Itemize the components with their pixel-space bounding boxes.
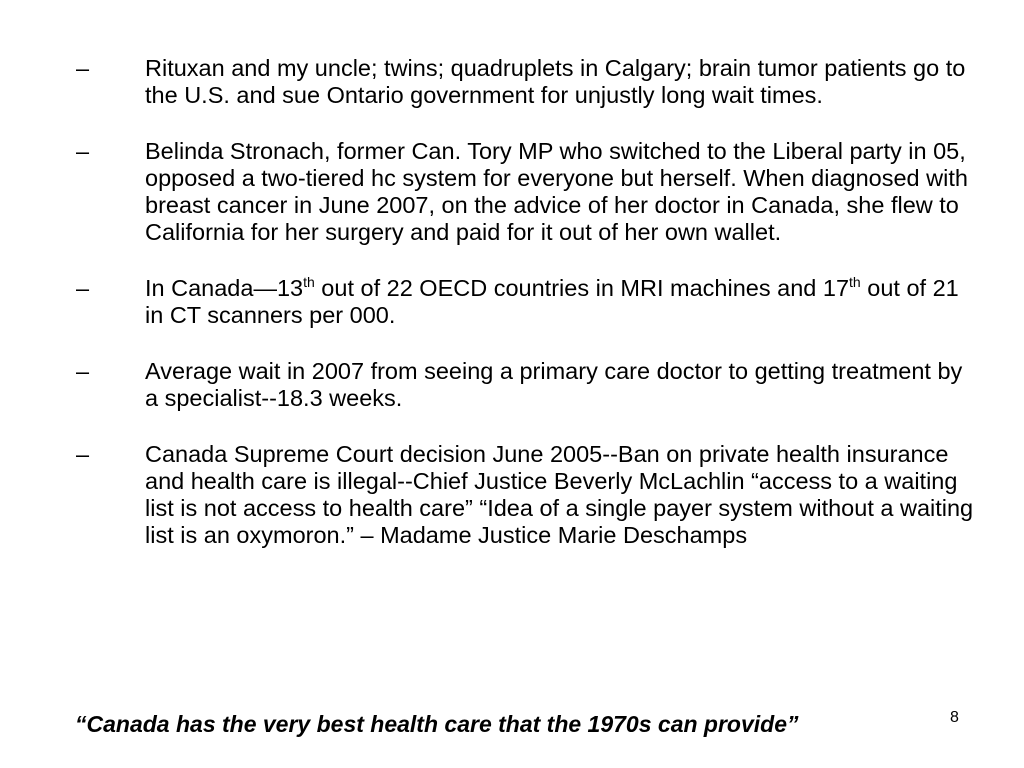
bullet-text: Belinda Stronach, former Can. Tory MP who switched to the Liberal party in 05, opposed a two-tiered hc system for everyone but herself. When diagnosed with breast cancer in June 2007, on the advice of her doctor in Canada, she flew to California for her surgery and paid for it out of her own wallet. [145, 138, 968, 245]
bullet-dash: – [76, 138, 90, 164]
page-number: 8 [950, 709, 959, 726]
ordinal-suffix: th [303, 274, 315, 291]
bullet-item [0, 441, 975, 549]
bullet-dash: – [76, 275, 90, 301]
bullet-dash: – [76, 358, 90, 384]
ordinal-suffix: th [849, 274, 861, 291]
bullet-item [0, 358, 975, 412]
bullet-list [0, 55, 1024, 578]
bullet-item [0, 138, 975, 246]
bullet-text: Average wait in 2007 from seeing a primary care doctor to getting treatment by a specialist--18.3 weeks. [145, 358, 963, 411]
bullet-text-part: out of 21 in CT scanners per 000. [145, 275, 959, 328]
bullet-item [0, 275, 975, 329]
bullet-text-part: out of 22 OECD countries in MRI machines and 17 [314, 275, 850, 301]
bullet-text: Rituxan and my uncle; twins; quadruplets in Calgary; brain tumor patients go to the U.S. and sue Ontario government for unjustly long wait times. [145, 55, 966, 108]
footer-quote: “Canada has the very best health care that the 1970s can provide” [75, 711, 799, 737]
bullet-dash: – [76, 441, 90, 467]
bullet-text-part: In Canada—13 [145, 275, 304, 301]
bullet-text: Canada Supreme Court decision June 2005--Ban on private health insurance and health care is illegal--Chief Justice Beverly McLachlin “access to a waiting list is not access to health care” “Idea of a single payer system without a waiting list is an oxymoron.” – Madame Justice Marie Deschamps [145, 441, 974, 548]
bullet-item [0, 55, 975, 109]
bullet-dash: – [76, 55, 90, 81]
